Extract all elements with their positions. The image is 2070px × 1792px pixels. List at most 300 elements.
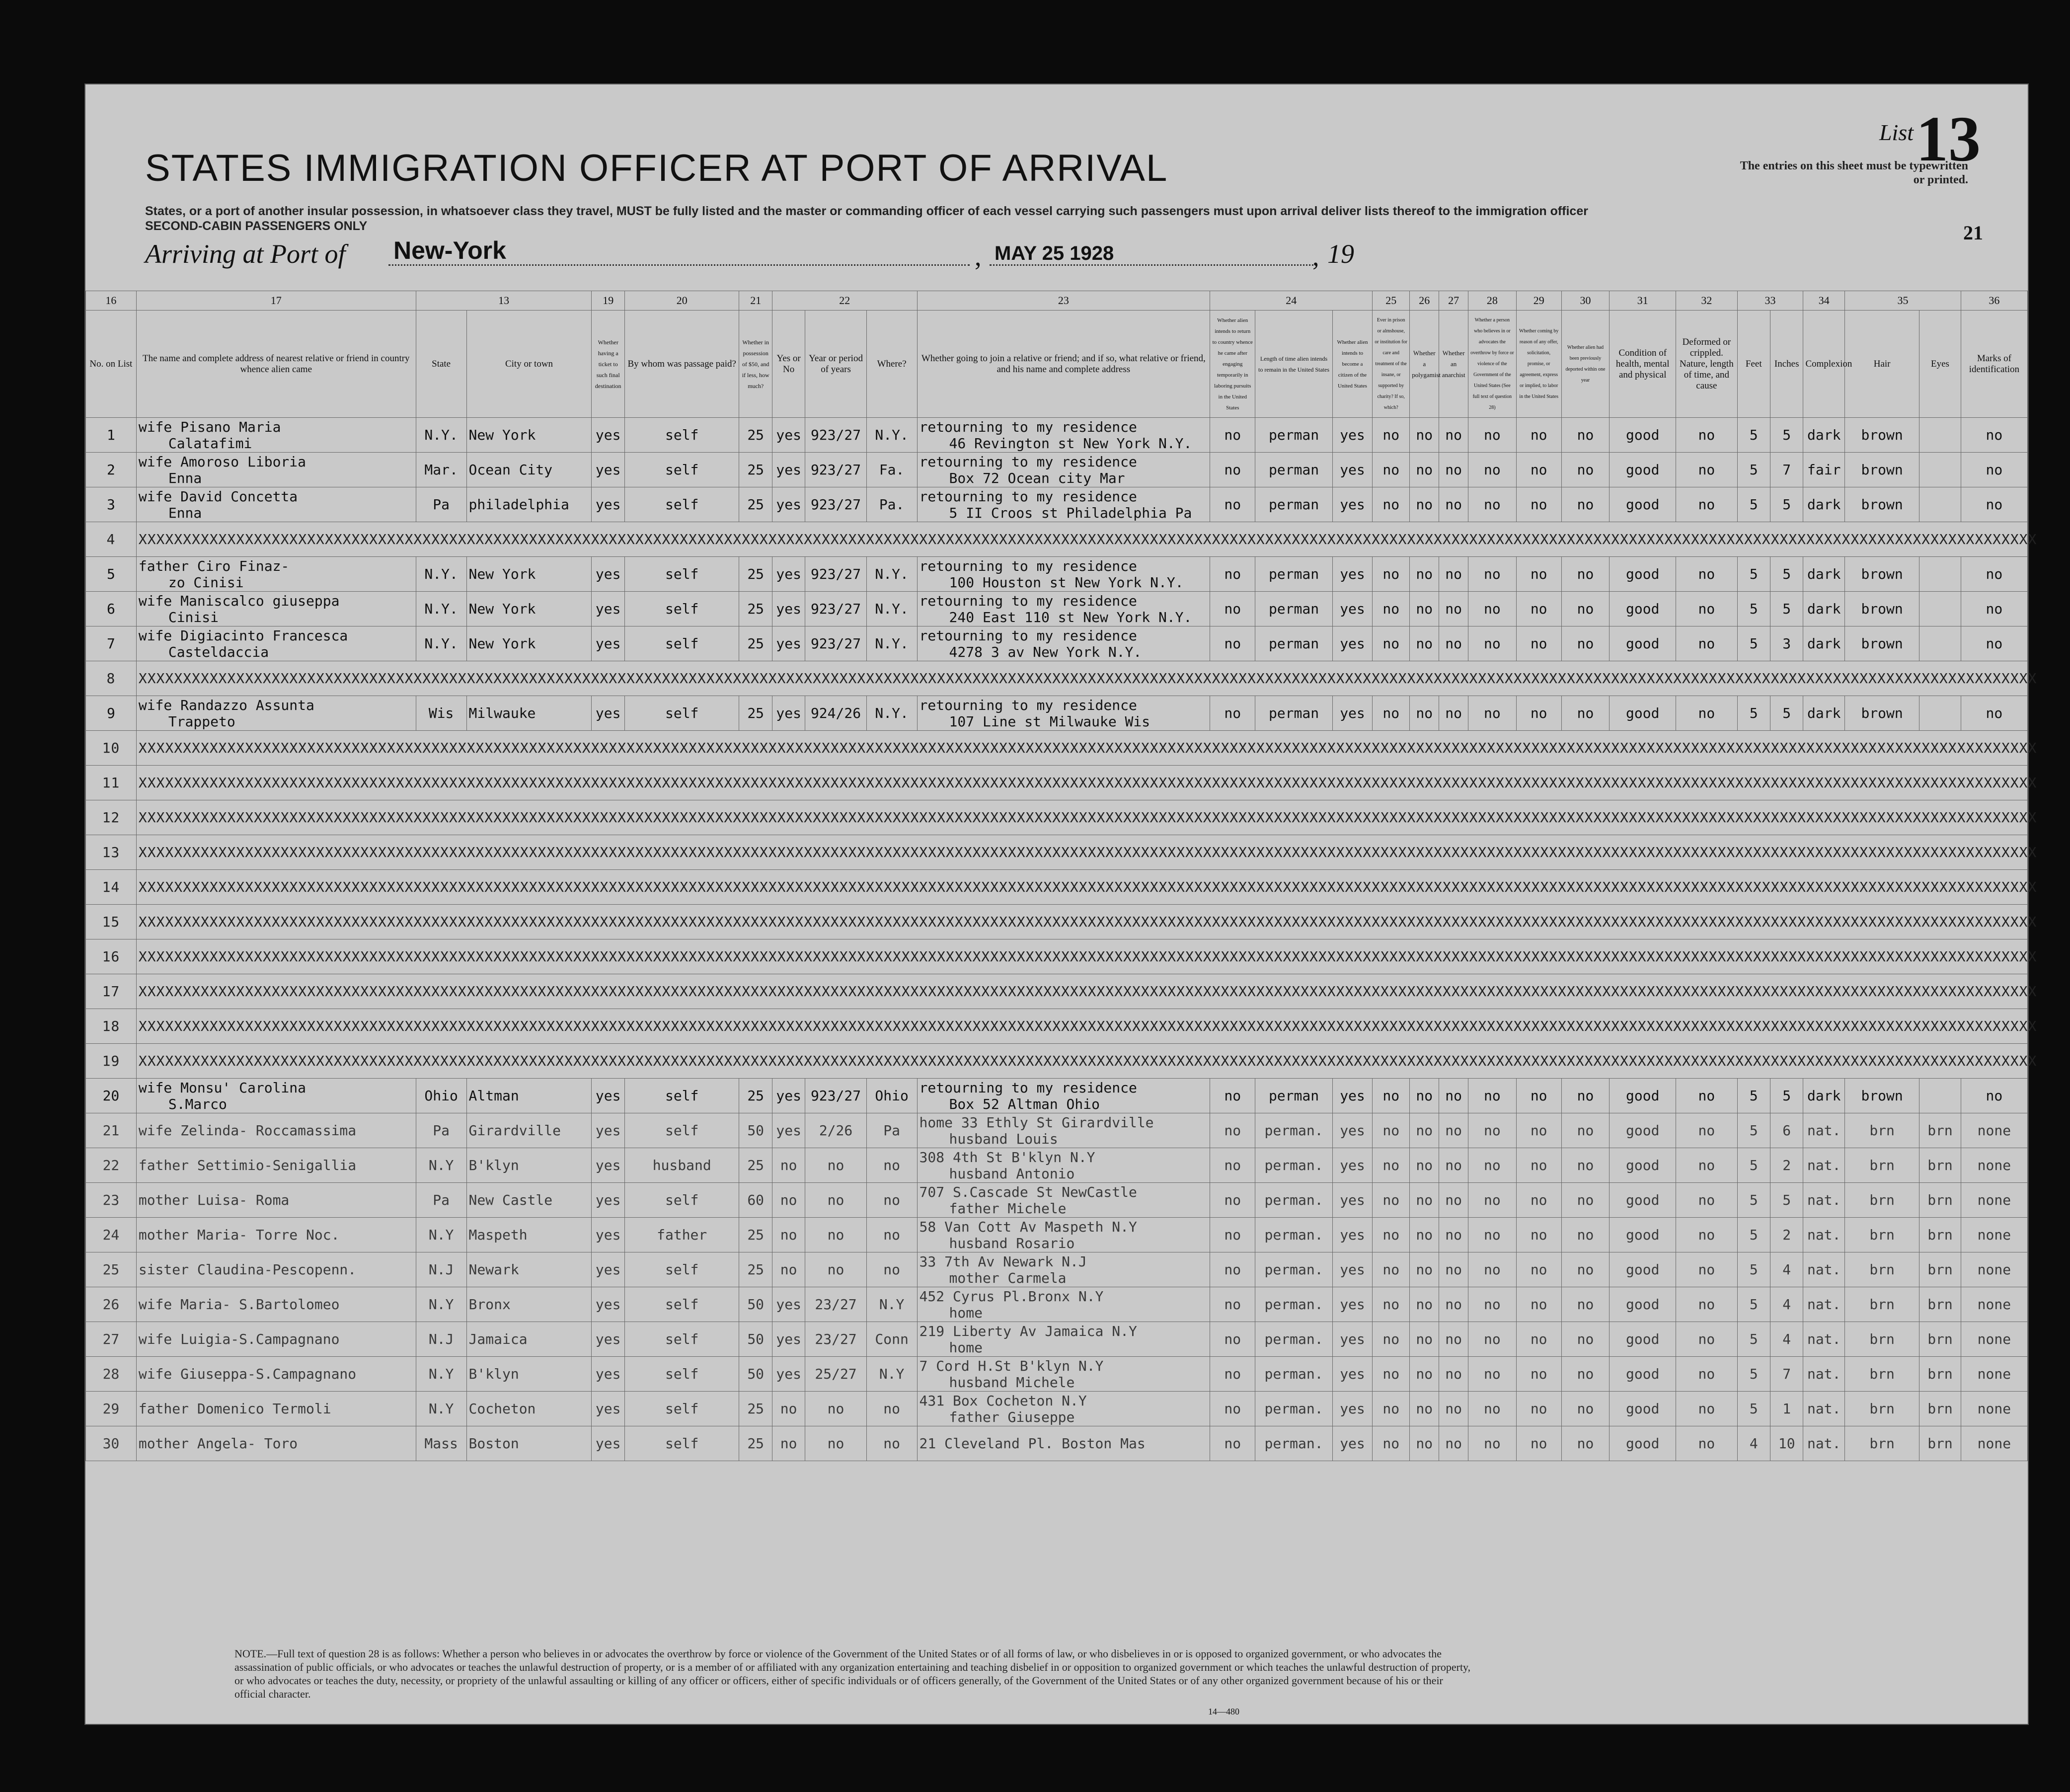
p3-cell: yes [1332,453,1372,487]
crossed-out-row: XXXXXXXXXXXXXXXXXXXXXXXXXXXXXXXXXXXXXXXXXXXXXXXXXXXXXXXXXXXXXXXXXXXXXXXXXXXXXXXXXXXXXXXXXXXXXXXXXXXXXXXXXXXXXXXXXXXXXXXXXXXXXXXXXXXXXXXXXXXXXXXXXXXXXXXXXXXXXXXXXXXXXXXXXXXXXXXXXXXXXXXXXXXXXXXXXXXXXXXXXXXXXXXXXXXXXX [136,731,2027,766]
complexion-cell: dark [1803,592,1845,626]
q30-cell: no [1561,418,1609,453]
ticket-cell: yes [592,1183,624,1218]
where-cell: Pa. [866,487,917,522]
state-cell: N.Y [416,1392,466,1426]
hair-cell: brn [1845,1252,1919,1287]
p3-cell: yes [1332,696,1372,731]
join-relative-cell [917,1183,1210,1218]
join-text: home 33 Ethly St Girardville [919,1114,1154,1131]
q30-cell: no [1561,1426,1609,1461]
years-cell: no [805,1392,866,1426]
relative-cell [136,1079,416,1113]
q29-cell: no [1516,1079,1561,1113]
eyes-cell: brn [1919,1252,1961,1287]
money-cell: 50 [739,1113,772,1148]
feet-cell: 5 [1737,557,1770,592]
marks-cell: no [1961,557,2027,592]
row-number: 17 [86,974,137,1009]
money-cell: 25 [739,626,772,661]
eyes-header: Eyes [1919,311,1961,418]
health-cell: good [1610,1252,1676,1287]
paid-cell: self [624,1287,739,1322]
relative-town: zo Cinisi [168,574,244,591]
deformed-cell: no [1676,1426,1737,1461]
ticket-cell: yes [592,1079,624,1113]
marks-cell: no [1961,696,2027,731]
join-relative-cell [917,1426,1210,1461]
table-row [86,939,2028,974]
form-number: 14—480 [1208,1707,1239,1716]
crossed-out-row: XXXXXXXXXXXXXXXXXXXXXXXXXXXXXXXXXXXXXXXXXXXXXXXXXXXXXXXXXXXXXXXXXXXXXXXXXXXXXXXXXXXXXXXXXXXXXXXXXXXXXXXXXXXXXXXXXXXXXXXXXXXXXXXXXXXXXXXXXXXXXXXXXXXXXXXXXXXXXXXXXXXXXXXXXXXXXXXXXXXXXXXXXXXXXXXXXXXXXXXXXXXXXXXXXXXXXX [136,1009,2027,1044]
q27-cell: no [1439,1079,1468,1113]
join-relative-cell [917,1322,1210,1357]
relative-name: father Domenico Termoli [138,1401,331,1417]
hair-cell: brown [1845,696,1919,731]
ticket-cell: yes [592,487,624,522]
q30-cell: no [1561,1252,1609,1287]
table-row [86,1079,2028,1113]
col-number: 22 [772,291,917,311]
inches-cell: 5 [1770,1079,1803,1113]
money-cell: 25 [739,1079,772,1113]
join-address: Box 52 Altman Ohio [949,1095,1100,1112]
state-cell: Wis [416,696,466,731]
feet-cell: 5 [1737,696,1770,731]
relative-cell [136,1287,416,1322]
where-cell: no [866,1183,917,1218]
complexion-cell: nat. [1803,1357,1845,1392]
join-text: 58 Van Cott Av Maspeth N.Y [919,1218,1137,1235]
p1-cell: no [1210,626,1255,661]
q27-cell: no [1439,696,1468,731]
state-cell: N.J [416,1322,466,1357]
q30-cell: no [1561,1148,1609,1183]
crossed-out-row: XXXXXXXXXXXXXXXXXXXXXXXXXXXXXXXXXXXXXXXXXXXXXXXXXXXXXXXXXXXXXXXXXXXXXXXXXXXXXXXXXXXXXXXXXXXXXXXXXXXXXXXXXXXXXXXXXXXXXXXXXXXXXXXXXXXXXXXXXXXXXXXXXXXXXXXXXXXXXXXXXXXXXXXXXXXXXXXXXXXXXXXXXXXXXXXXXXXXXXXXXXXXXXXXXXXXXX [136,1044,2027,1079]
before-cell: yes [772,1079,805,1113]
ticket-cell: yes [592,1426,624,1461]
p1-cell: no [1210,1392,1255,1426]
q28-cell: no [1468,1079,1516,1113]
row-number: 23 [86,1183,137,1218]
state-cell: N.Y [416,1287,466,1322]
years-cell: 25/27 [805,1357,866,1392]
q29-cell: no [1516,1392,1561,1426]
q25-cell: no [1373,1183,1410,1218]
q26-cell: no [1410,696,1439,731]
years-cell: no [805,1218,866,1252]
q26-cell: no [1410,1183,1439,1218]
health-cell: good [1610,696,1676,731]
question-28-header: Whether a person who believes in or advocates the overthrow by force or violence of the Government of the United States (See full text of question 28) [1468,311,1516,418]
question-30-header: Whether alien had been previously deported within one year [1561,311,1609,418]
row-number: 27 [86,1322,137,1357]
inches-cell: 2 [1770,1218,1803,1252]
city-cell: Boston [466,1426,592,1461]
table-row [86,1392,2028,1426]
q27-cell: no [1439,626,1468,661]
table-row [86,522,2028,557]
relative-name: wife Digiacinto Francesca [138,627,348,644]
col-number: 29 [1516,291,1561,311]
q29-cell: no [1516,418,1561,453]
paid-cell: self [624,696,739,731]
relative-cell [136,1218,416,1252]
ticket-header: Whether having a ticket to such final destination [592,311,624,418]
p1-cell: no [1210,487,1255,522]
money-cell: 25 [739,696,772,731]
p1-cell: no [1210,1218,1255,1252]
table-row [86,905,2028,939]
q30-cell: no [1561,1287,1609,1322]
join-address: father Giuseppe [949,1408,1075,1425]
before-cell: no [772,1392,805,1426]
q28-cell: no [1468,626,1516,661]
passage-header: By whom was passage paid? [624,311,739,418]
inches-cell: 5 [1770,696,1803,731]
join-relative-cell [917,1218,1210,1252]
crossed-out-row: XXXXXXXXXXXXXXXXXXXXXXXXXXXXXXXXXXXXXXXXXXXXXXXXXXXXXXXXXXXXXXXXXXXXXXXXXXXXXXXXXXXXXXXXXXXXXXXXXXXXXXXXXXXXXXXXXXXXXXXXXXXXXXXXXXXXXXXXXXXXXXXXXXXXXXXXXXXXXXXXXXXXXXXXXXXXXXXXXXXXXXXXXXXXXXXXXXXXXXXXXXXXXXXXXXXXXX [136,905,2027,939]
relative-cell [136,1113,416,1148]
health-cell: good [1610,1113,1676,1148]
q25-cell: no [1373,1322,1410,1357]
city-cell: Altman [466,1079,592,1113]
where-cell: no [866,1252,917,1287]
before-cell: yes [772,592,805,626]
join-text: 431 Box Cocheton N.Y [919,1392,1087,1409]
q26-cell: no [1410,1079,1439,1113]
deformed-cell: no [1676,1392,1737,1426]
col-number: 35 [1845,291,1961,311]
sheet-number: 21 [1963,222,1983,244]
p1-cell: no [1210,1426,1255,1461]
p1-cell: no [1210,696,1255,731]
join-text: retourning to my residence [919,627,1137,644]
table-row [86,870,2028,905]
relative-town: Calatafimi [168,435,252,452]
q29-cell: no [1516,1426,1561,1461]
relative-name: mother Angela- Toro [138,1435,298,1452]
hair-cell: brown [1845,557,1919,592]
before-cell: yes [772,453,805,487]
where-cell: Fa. [866,453,917,487]
row-number: 20 [86,1079,137,1113]
health-cell: good [1610,626,1676,661]
before-cell: no [772,1252,805,1287]
paid-cell: self [624,1079,739,1113]
anarchist-header: Whether an anarchist [1439,311,1468,418]
join-text: 33 7th Av Newark N.J [919,1253,1087,1270]
feet-cell: 4 [1737,1426,1770,1461]
complexion-cell: nat. [1803,1426,1845,1461]
years-cell: 923/27 [805,557,866,592]
join-address: 46 Revington st New York N.Y. [949,435,1192,452]
feet-cell: 5 [1737,1183,1770,1218]
feet-cell: 5 [1737,626,1770,661]
hair-cell: brn [1845,1148,1919,1183]
paid-cell: husband [624,1148,739,1183]
eyes-cell: brn [1919,1392,1961,1426]
where-cell: Pa [866,1113,917,1148]
table-row [86,766,2028,800]
money-cell: 50 [739,1357,772,1392]
join-relative-cell [917,1252,1210,1287]
col-number: 28 [1468,291,1516,311]
ticket-cell: yes [592,1287,624,1322]
row-number: 29 [86,1392,137,1426]
q25-cell: no [1373,418,1410,453]
hair-cell: brown [1845,487,1919,522]
q28-cell: no [1468,592,1516,626]
table-row [86,1426,2028,1461]
state-cell: N.Y. [416,592,466,626]
row-number: 9 [86,696,137,731]
join-address: 240 East 110 st New York N.Y. [949,609,1192,625]
complexion-cell: dark [1803,557,1845,592]
inches-cell: 5 [1770,1183,1803,1218]
subtitle: States, or a port of another insular possession, in whatsoever class they travel, MUST be fully listed and the master or commanding officer of each vessel carrying such passengers must upon arrival deliver lists thereof to the immigration officer [145,204,1588,218]
p1-cell: no [1210,1148,1255,1183]
relative-name: father Ciro Finaz- [138,557,290,574]
table-row [86,487,2028,522]
marks-cell: no [1961,1079,2027,1113]
table-row [86,696,2028,731]
table-row [86,1009,2028,1044]
q27-cell: no [1439,1287,1468,1322]
complexion-cell: nat. [1803,1322,1845,1357]
q30-cell: no [1561,557,1609,592]
deformed-cell: no [1676,1252,1737,1287]
money-cell: 25 [739,418,772,453]
p3-cell: yes [1332,1252,1372,1287]
col-number: 25 [1373,291,1410,311]
col-number: 33 [1737,291,1803,311]
q26-cell: no [1410,1392,1439,1426]
eyes-cell [1919,487,1961,522]
p1-cell: no [1210,418,1255,453]
hair-cell: brn [1845,1287,1919,1322]
list-note: The entries on this sheet must be typewritten or printed. [1740,159,1968,186]
deformed-cell: no [1676,1148,1737,1183]
relative-name: wife Monsu' Carolina [138,1079,306,1096]
manifest-sheet [84,83,2037,1725]
marks-cell: no [1961,453,2027,487]
health-cell: good [1610,1357,1676,1392]
q25-cell: no [1373,1218,1410,1252]
row-number: 3 [86,487,137,522]
p1-cell: no [1210,1113,1255,1148]
feet-cell: 5 [1737,453,1770,487]
health-cell: good [1610,453,1676,487]
p2-cell: perman. [1255,1287,1332,1322]
col-number: 36 [1961,291,2027,311]
relative-town: Casteldaccia [168,643,269,660]
row-number: 6 [86,592,137,626]
money-cell: 25 [739,487,772,522]
feet-cell: 5 [1737,1252,1770,1287]
relative-cell [136,1426,416,1461]
q25-cell: no [1373,592,1410,626]
join-address: husband Louis [949,1130,1058,1147]
complexion-cell: nat. [1803,1183,1845,1218]
marks-cell: none [1961,1113,2027,1148]
eyes-cell: brn [1919,1357,1961,1392]
money-cell: 25 [739,453,772,487]
ticket-cell: yes [592,1148,624,1183]
p2-cell: perman [1255,592,1332,626]
paid-cell: self [624,418,739,453]
inches-cell: 4 [1770,1287,1803,1322]
col-number: 23 [917,291,1210,311]
years-cell: 923/27 [805,1079,866,1113]
before-cell: no [772,1218,805,1252]
q26-cell: no [1410,557,1439,592]
q30-cell: no [1561,592,1609,626]
relative-name: father Settimio-Senigallia [138,1157,357,1173]
health-cell: good [1610,557,1676,592]
q26-cell: no [1410,592,1439,626]
q25-cell: no [1373,453,1410,487]
q29-cell: no [1516,1113,1561,1148]
p1-cell: no [1210,592,1255,626]
purpose-length-header: Length of time alien intends to remain in the United States [1255,311,1332,418]
table-row [86,557,2028,592]
money-header: Whether in possession of $50, and if less, how much? [739,311,772,418]
relative-name: wife Zelinda- Roccamassima [138,1122,357,1139]
state-cell: N.Y. [416,626,466,661]
state-cell: Mass [416,1426,466,1461]
join-address: husband Michele [949,1374,1075,1391]
col-number: 32 [1676,291,1737,311]
join-relative-cell [917,1113,1210,1148]
complexion-cell: dark [1803,626,1845,661]
marks-cell: none [1961,1392,2027,1426]
years-cell: no [805,1426,866,1461]
p1-cell: no [1210,1287,1255,1322]
polygamist-header: Whether a polygamist [1410,311,1439,418]
table-row [86,800,2028,835]
years-cell: 23/27 [805,1322,866,1357]
hair-cell: brn [1845,1218,1919,1252]
table-row [86,592,2028,626]
inches-cell: 1 [1770,1392,1803,1426]
where-cell: N.Y. [866,626,917,661]
city-cell: New Castle [466,1183,592,1218]
marks-cell: none [1961,1183,2027,1218]
before-cell: no [772,1148,805,1183]
table-row [86,1322,2028,1357]
row-number: 7 [86,626,137,661]
q27-cell: no [1439,1322,1468,1357]
feet-cell: 5 [1737,1079,1770,1113]
paid-cell: self [624,1357,739,1392]
before-cell: yes [772,1113,805,1148]
paid-cell: self [624,1392,739,1426]
question-29-header: Whether coming by reason of any offer, solicitation, promise, or agreement, express or implied, to labor in the United States [1516,311,1561,418]
relative-cell [136,696,416,731]
q25-cell: no [1373,1079,1410,1113]
where-cell: N.Y [866,1357,917,1392]
p2-cell: perman. [1255,1183,1332,1218]
row-number: 1 [86,418,137,453]
inches-cell: 4 [1770,1322,1803,1357]
join-address: home [949,1339,983,1356]
p2-cell: perman. [1255,1357,1332,1392]
join-text: 7 Cord H.St B'klyn N.Y [919,1357,1104,1374]
crossed-out-row: XXXXXXXXXXXXXXXXXXXXXXXXXXXXXXXXXXXXXXXXXXXXXXXXXXXXXXXXXXXXXXXXXXXXXXXXXXXXXXXXXXXXXXXXXXXXXXXXXXXXXXXXXXXXXXXXXXXXXXXXXXXXXXXXXXXXXXXXXXXXXXXXXXXXXXXXXXXXXXXXXXXXXXXXXXXXXXXXXXXXXXXXXXXXXXXXXXXXXXXXXXXXXXXXXXXXXX [136,522,2027,557]
crossed-out-row: XXXXXXXXXXXXXXXXXXXXXXXXXXXXXXXXXXXXXXXXXXXXXXXXXXXXXXXXXXXXXXXXXXXXXXXXXXXXXXXXXXXXXXXXXXXXXXXXXXXXXXXXXXXXXXXXXXXXXXXXXXXXXXXXXXXXXXXXXXXXXXXXXXXXXXXXXXXXXXXXXXXXXXXXXXXXXXXXXXXXXXXXXXXXXXXXXXXXXXXXXXXXXXXXXXXXXX [136,800,2027,835]
health-cell: good [1610,1183,1676,1218]
join-text: retourning to my residence [919,418,1137,435]
q27-cell: no [1439,418,1468,453]
q28-cell: no [1468,418,1516,453]
row-number: 4 [86,522,137,557]
q29-cell: no [1516,696,1561,731]
row-number: 11 [86,766,137,800]
p3-cell: yes [1332,1357,1372,1392]
paid-cell: self [624,1183,739,1218]
q29-cell: no [1516,1252,1561,1287]
relative-name: wife Maria- S.Bartolomeo [138,1296,340,1313]
inches-cell: 5 [1770,487,1803,522]
manifest-rows [86,418,2037,1461]
q27-cell: no [1439,557,1468,592]
where-cell: N.Y. [866,696,917,731]
col-number: 24 [1210,291,1373,311]
feet-cell: 5 [1737,1287,1770,1322]
relative-cell [136,1183,416,1218]
where-header: Where? [866,311,917,418]
q26-cell: no [1410,1322,1439,1357]
city-cell: B'klyn [466,1357,592,1392]
q25-cell: no [1373,487,1410,522]
column-header-row [86,311,2028,418]
ticket-cell: yes [592,696,624,731]
paid-cell: self [624,592,739,626]
feet-cell: 5 [1737,487,1770,522]
join-text: 707 S.Cascade St NewCastle [919,1183,1137,1200]
feet-cell: 5 [1737,1218,1770,1252]
join-text: 219 Liberty Av Jamaica N.Y [919,1323,1137,1339]
q27-cell: no [1439,1426,1468,1461]
p3-cell: yes [1332,418,1372,453]
marks-cell: none [1961,1252,2027,1287]
q28-cell: no [1468,1148,1516,1183]
q30-cell: no [1561,1218,1609,1252]
money-cell: 25 [739,1252,772,1287]
hair-header: Hair [1845,311,1919,418]
row-number: 28 [86,1357,137,1392]
q28-cell: no [1468,696,1516,731]
complexion-cell: nat. [1803,1252,1845,1287]
join-relative-cell [917,626,1210,661]
before-cell: yes [772,487,805,522]
table-row [86,661,2028,696]
q26-cell: no [1410,1287,1439,1322]
col-number: 21 [739,291,772,311]
q27-cell: no [1439,1218,1468,1252]
health-cell: good [1610,1322,1676,1357]
p3-cell: yes [1332,1426,1372,1461]
q30-cell: no [1561,1322,1609,1357]
q25-cell: no [1373,1392,1410,1426]
join-relative-cell [917,1392,1210,1426]
p1-cell: no [1210,1252,1255,1287]
city-cell: Bronx [466,1287,592,1322]
q30-cell: no [1561,1079,1609,1113]
crossed-out-row: XXXXXXXXXXXXXXXXXXXXXXXXXXXXXXXXXXXXXXXXXXXXXXXXXXXXXXXXXXXXXXXXXXXXXXXXXXXXXXXXXXXXXXXXXXXXXXXXXXXXXXXXXXXXXXXXXXXXXXXXXXXXXXXXXXXXXXXXXXXXXXXXXXXXXXXXXXXXXXXXXXXXXXXXXXXXXXXXXXXXXXXXXXXXXXXXXXXXXXXXXXXXXXXXXXXXXX [136,835,2027,870]
before-cell: no [772,1426,805,1461]
